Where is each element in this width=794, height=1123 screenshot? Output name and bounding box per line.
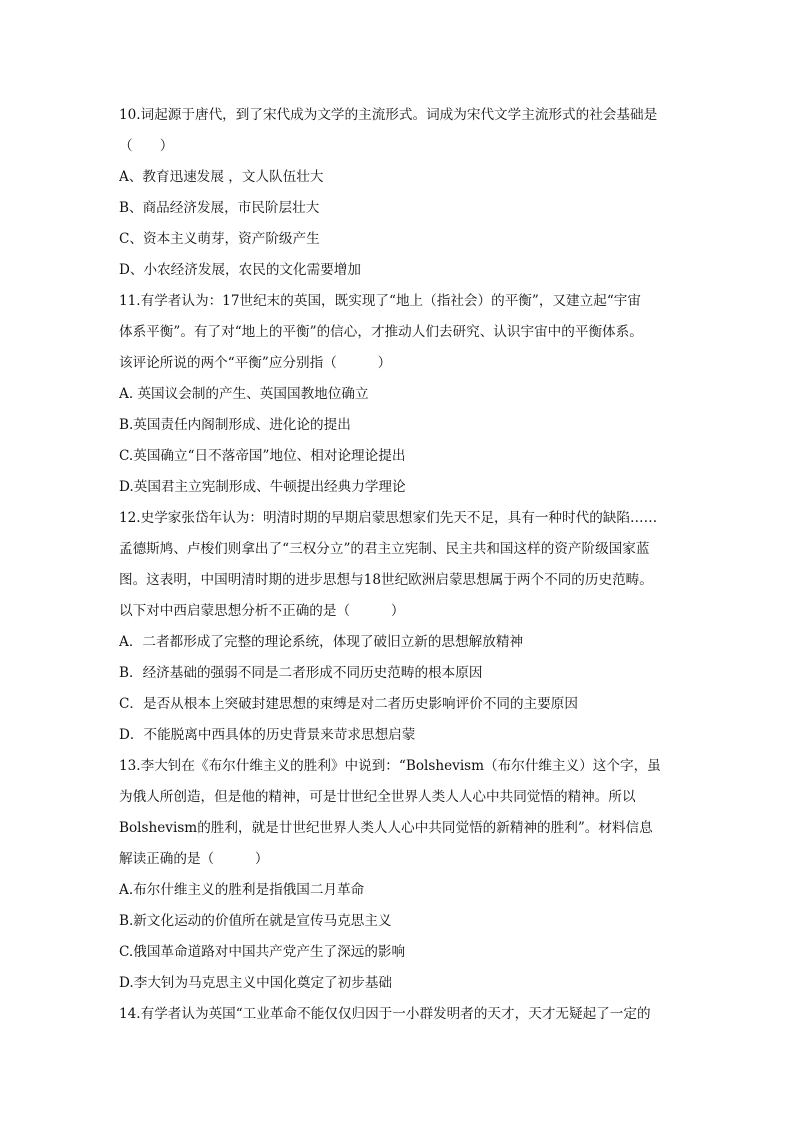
option-c: C．是否从根本上突破封建思想的束缚是对二者历史影响评价不同的主要原因 [119,696,578,712]
option-a: A.布尔什维主义的胜利是指俄国二月革命 [119,882,365,898]
question-stem-line: 10.词起源于唐代，到了宋代成为文学的主流形式。词成为宋代文学主流形式的社会基础是 [119,107,658,123]
question-stem-line: 11.有学者认为：17世纪末的英国，既实现了“地上（指社会）的平衡”，又建立起“宇宙 [119,293,641,309]
question-stem-line: 14.有学者认为英国“工业革命不能仅仅归因于一小群发明者的天才，天才无疑起了一定的 [119,1006,651,1022]
question-10 [119,100,679,286]
option-c: C、资本主义萌芽，资产阶级产生 [119,231,320,247]
question-stem-line: 解读正确的是（ ） [119,851,269,867]
question-12 [119,503,679,751]
question-stem-line: （ ） [119,138,174,154]
option-b: B.新文化运动的价值所在就是宣传马克思主义 [119,913,392,929]
option-d: D.英国君主立宪制形成、牛顿提出经典力学理论 [119,479,406,495]
question-stem-line: 以下对中西启蒙思想分析不正确的是（ ） [119,603,405,619]
option-c: C.俄国革命道路对中国共产党产生了深远的影响 [119,944,406,960]
question-14 [119,999,679,1030]
option-c: C.英国确立“日不落帝国”地位、相对论理论提出 [119,448,406,464]
option-a: A．二者都形成了完整的理论系统，体现了破旧立新的思想解放精神 [119,634,524,650]
question-stem-line: 图。这表明，中国明清时期的进步思想与18世纪欧洲启蒙思想属于两个不同的历史范畴。 [119,572,653,588]
option-a: A. 英国议会制的产生、英国国教地位确立 [119,386,369,402]
option-b: B．经济基础的强弱不同是二者形成不同历史范畴的根本原因 [119,665,483,681]
option-b: B、商品经济发展，市民阶层壮大 [119,200,320,216]
option-d: D．不能脱离中西具体的历史背景来苛求思想启蒙 [119,727,416,743]
option-d: D、小农经济发展，农民的文化需要增加 [119,262,361,278]
question-list [119,100,679,1030]
option-d: D.李大钊为马克思主义中国化奠定了初步基础 [119,975,393,991]
question-stem-line: Bolshevism的胜利，就是廿世纪世界人类人人心中共同觉悟的新精神的胜利”。材料信息 [119,820,653,836]
question-stem-line: 为俄人所创造，但是他的精神，可是廿世纪全世界人类人人心中共同觉悟的精神。所以 [119,789,636,805]
question-11 [119,286,679,503]
question-13 [119,751,679,999]
option-b: B.英国责任内阁制形成、进化论的提出 [119,417,351,433]
question-stem-line: 该评论所说的两个“平衡”应分别指（ ） [119,355,392,371]
question-stem-line: 体系平衡”。有了对“地上的平衡”的信心，才推动人们去研究、认识宇宙中的平衡体系。 [119,324,643,340]
question-stem-line: 13.李大钊在《布尔什维主义的胜利》中说到：“Bolshevism（布尔什维主义）这个字，虽 [119,758,661,774]
question-stem-line: 12.史学家张岱年认为：明清时期的早期启蒙思想家们先天不足，具有一种时代的缺陷…… [119,510,658,526]
option-a: A、教育迅速发展 ，文人队伍壮大 [119,169,324,185]
question-stem-line: 孟德斯鸠、卢梭们则拿出了“三权分立”的君主立宪制、民主共和国这样的资产阶级国家蓝 [119,541,650,557]
